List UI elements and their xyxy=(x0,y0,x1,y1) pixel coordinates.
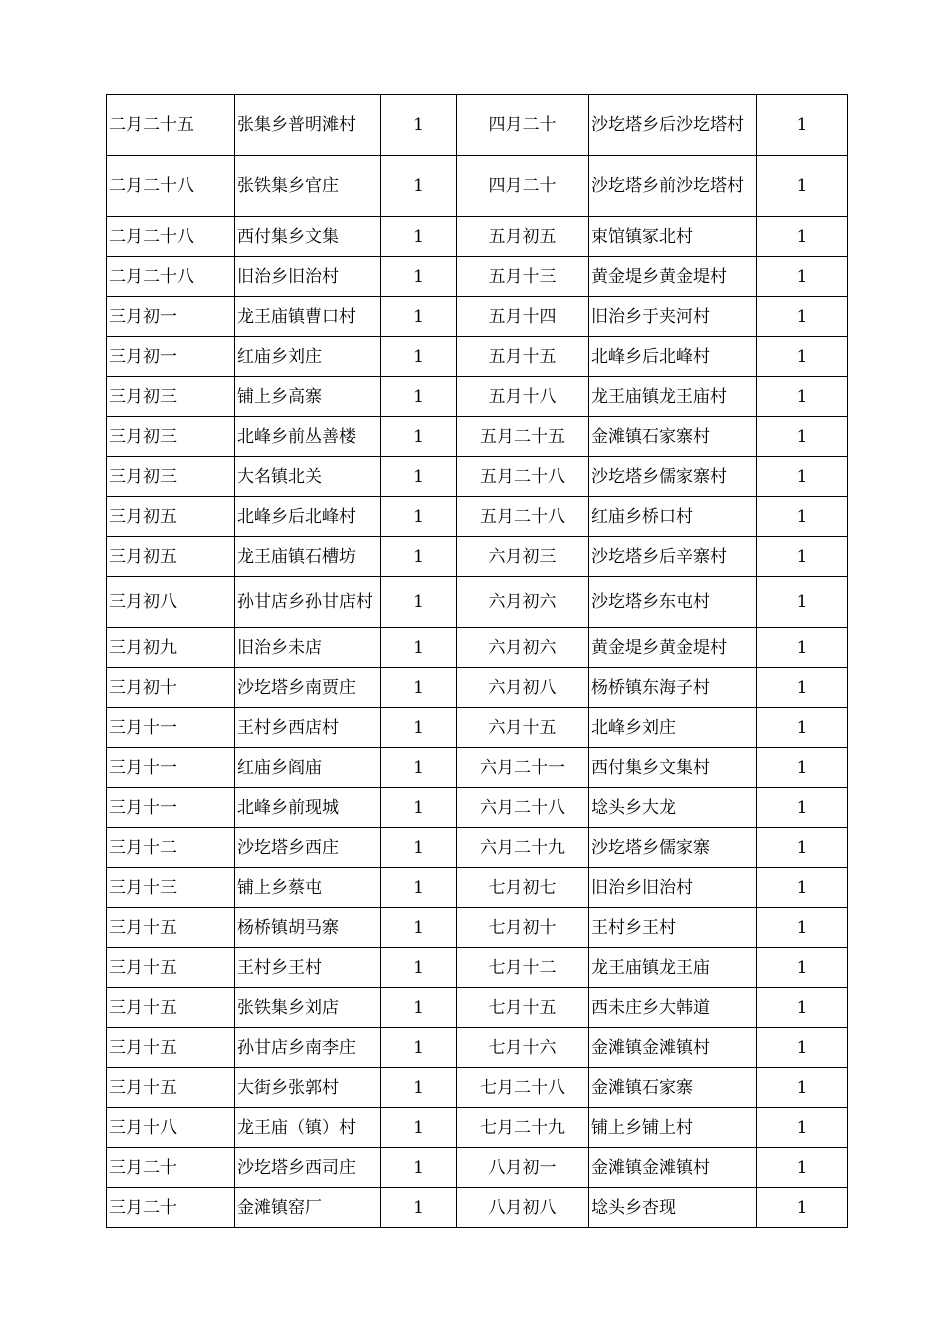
cell-place-left: 大街乡张郭村 xyxy=(235,1068,381,1108)
table-row xyxy=(107,628,848,668)
cell-count-left: 1 xyxy=(381,457,457,497)
cell-date-right: 八月初八 xyxy=(457,1188,589,1228)
cell-count-left: 1 xyxy=(381,868,457,908)
cell-place-right: 王村乡王村 xyxy=(589,908,757,948)
cell-date-right: 七月二十九 xyxy=(457,1108,589,1148)
cell-place-right: 西付集乡文集村 xyxy=(589,748,757,788)
cell-date-left: 三月十五 xyxy=(107,948,235,988)
cell-count-right: 1 xyxy=(757,377,848,417)
cell-place-left: 北峰乡后北峰村 xyxy=(235,497,381,537)
cell-count-left: 1 xyxy=(381,217,457,257)
cell-date-left: 三月初九 xyxy=(107,628,235,668)
cell-date-right: 五月二十八 xyxy=(457,457,589,497)
cell-count-right: 1 xyxy=(757,1028,848,1068)
cell-count-left: 1 xyxy=(381,1028,457,1068)
cell-date-right: 七月二十八 xyxy=(457,1068,589,1108)
cell-date-left: 三月十二 xyxy=(107,828,235,868)
cell-place-left: 北峰乡前丛善楼 xyxy=(235,417,381,457)
cell-date-right: 六月二十一 xyxy=(457,748,589,788)
cell-count-right: 1 xyxy=(757,457,848,497)
table-row xyxy=(107,1028,848,1068)
cell-place-left: 大名镇北关 xyxy=(235,457,381,497)
cell-place-right: 北峰乡刘庄 xyxy=(589,708,757,748)
cell-count-right: 1 xyxy=(757,1068,848,1108)
table-row xyxy=(107,908,848,948)
cell-place-left: 北峰乡前现城 xyxy=(235,788,381,828)
cell-place-right: 束馆镇冢北村 xyxy=(589,217,757,257)
table-row xyxy=(107,1068,848,1108)
cell-count-right: 1 xyxy=(757,297,848,337)
table-body xyxy=(107,95,848,1228)
cell-count-right: 1 xyxy=(757,257,848,297)
cell-count-left: 1 xyxy=(381,908,457,948)
cell-place-left: 龙王庙镇曹口村 xyxy=(235,297,381,337)
cell-date-right: 八月初一 xyxy=(457,1148,589,1188)
cell-date-right: 五月十八 xyxy=(457,377,589,417)
table-row xyxy=(107,868,848,908)
cell-count-right: 1 xyxy=(757,497,848,537)
cell-date-left: 三月初五 xyxy=(107,497,235,537)
cell-place-right: 西未庄乡大韩道 xyxy=(589,988,757,1028)
table-row xyxy=(107,377,848,417)
cell-count-left: 1 xyxy=(381,497,457,537)
cell-place-right: 埝头乡大龙 xyxy=(589,788,757,828)
cell-date-right: 六月二十九 xyxy=(457,828,589,868)
cell-count-left: 1 xyxy=(381,156,457,217)
cell-date-right: 六月二十八 xyxy=(457,788,589,828)
cell-date-left: 三月初十 xyxy=(107,668,235,708)
table-row xyxy=(107,497,848,537)
cell-date-left: 二月二十八 xyxy=(107,156,235,217)
cell-place-left: 铺上乡蔡屯 xyxy=(235,868,381,908)
cell-date-right: 六月初三 xyxy=(457,537,589,577)
cell-place-right: 黄金堤乡黄金堤村 xyxy=(589,628,757,668)
cell-place-left: 孙甘店乡南李庄 xyxy=(235,1028,381,1068)
cell-date-left: 三月十五 xyxy=(107,1028,235,1068)
cell-date-left: 二月二十八 xyxy=(107,257,235,297)
cell-place-right: 沙圪塔乡后辛寨村 xyxy=(589,537,757,577)
cell-place-left: 沙圪塔乡南贾庄 xyxy=(235,668,381,708)
cell-count-left: 1 xyxy=(381,1108,457,1148)
table-row xyxy=(107,948,848,988)
cell-count-right: 1 xyxy=(757,577,848,628)
cell-count-left: 1 xyxy=(381,377,457,417)
table-row xyxy=(107,257,848,297)
table-row xyxy=(107,828,848,868)
cell-place-right: 沙圪塔乡前沙圪塔村 xyxy=(589,156,757,217)
cell-count-left: 1 xyxy=(381,788,457,828)
cell-date-left: 三月十五 xyxy=(107,1068,235,1108)
cell-count-right: 1 xyxy=(757,948,848,988)
cell-place-right: 沙圪塔乡儒家寨 xyxy=(589,828,757,868)
table-row xyxy=(107,748,848,788)
cell-place-left: 西付集乡文集 xyxy=(235,217,381,257)
cell-count-left: 1 xyxy=(381,537,457,577)
table-row xyxy=(107,788,848,828)
cell-place-left: 王村乡王村 xyxy=(235,948,381,988)
cell-date-left: 三月初一 xyxy=(107,297,235,337)
cell-count-left: 1 xyxy=(381,988,457,1028)
cell-date-left: 二月二十八 xyxy=(107,217,235,257)
cell-date-left: 二月二十五 xyxy=(107,95,235,156)
cell-count-left: 1 xyxy=(381,628,457,668)
cell-place-left: 沙圪塔乡西司庄 xyxy=(235,1148,381,1188)
cell-date-right: 六月初六 xyxy=(457,628,589,668)
table-row xyxy=(107,668,848,708)
cell-place-left: 王村乡西店村 xyxy=(235,708,381,748)
cell-count-left: 1 xyxy=(381,337,457,377)
cell-date-left: 三月初三 xyxy=(107,457,235,497)
cell-date-left: 三月十八 xyxy=(107,1108,235,1148)
cell-date-left: 三月十三 xyxy=(107,868,235,908)
cell-place-left: 铺上乡高寨 xyxy=(235,377,381,417)
cell-place-right: 龙王庙镇龙王庙 xyxy=(589,948,757,988)
cell-place-right: 金滩镇金滩镇村 xyxy=(589,1148,757,1188)
cell-date-right: 七月十二 xyxy=(457,948,589,988)
cell-count-left: 1 xyxy=(381,577,457,628)
cell-date-right: 六月十五 xyxy=(457,708,589,748)
cell-count-left: 1 xyxy=(381,948,457,988)
cell-place-right: 黄金堤乡黄金堤村 xyxy=(589,257,757,297)
cell-place-right: 金滩镇金滩镇村 xyxy=(589,1028,757,1068)
cell-place-right: 北峰乡后北峰村 xyxy=(589,337,757,377)
cell-date-right: 五月二十八 xyxy=(457,497,589,537)
cell-place-right: 龙王庙镇龙王庙村 xyxy=(589,377,757,417)
cell-count-right: 1 xyxy=(757,1188,848,1228)
cell-count-right: 1 xyxy=(757,868,848,908)
cell-place-right: 金滩镇石家寨村 xyxy=(589,417,757,457)
table-row xyxy=(107,417,848,457)
cell-count-right: 1 xyxy=(757,908,848,948)
table-row xyxy=(107,1188,848,1228)
cell-count-right: 1 xyxy=(757,537,848,577)
cell-place-right: 金滩镇石家寨 xyxy=(589,1068,757,1108)
table-row xyxy=(107,217,848,257)
cell-date-left: 三月初一 xyxy=(107,337,235,377)
cell-date-left: 三月初三 xyxy=(107,417,235,457)
cell-count-left: 1 xyxy=(381,1188,457,1228)
cell-place-right: 沙圪塔乡后沙圪塔村 xyxy=(589,95,757,156)
cell-count-right: 1 xyxy=(757,988,848,1028)
cell-place-left: 张集乡普明滩村 xyxy=(235,95,381,156)
cell-date-left: 三月十五 xyxy=(107,908,235,948)
cell-count-left: 1 xyxy=(381,297,457,337)
cell-place-right: 红庙乡桥口村 xyxy=(589,497,757,537)
cell-count-right: 1 xyxy=(757,708,848,748)
cell-count-right: 1 xyxy=(757,1108,848,1148)
cell-count-right: 1 xyxy=(757,628,848,668)
cell-count-right: 1 xyxy=(757,788,848,828)
table-row xyxy=(107,577,848,628)
table-row xyxy=(107,297,848,337)
cell-place-left: 红庙乡刘庄 xyxy=(235,337,381,377)
cell-place-left: 孙甘店乡孙甘店村 xyxy=(235,577,381,628)
table-row xyxy=(107,457,848,497)
cell-count-left: 1 xyxy=(381,828,457,868)
cell-date-right: 七月初十 xyxy=(457,908,589,948)
cell-place-left: 龙王庙（镇）村 xyxy=(235,1108,381,1148)
cell-place-left: 张铁集乡刘店 xyxy=(235,988,381,1028)
cell-count-right: 1 xyxy=(757,828,848,868)
cell-place-right: 铺上乡铺上村 xyxy=(589,1108,757,1148)
cell-place-right: 旧治乡于夹河村 xyxy=(589,297,757,337)
cell-date-right: 五月十四 xyxy=(457,297,589,337)
cell-date-left: 三月十一 xyxy=(107,788,235,828)
table-row xyxy=(107,708,848,748)
cell-date-right: 五月二十五 xyxy=(457,417,589,457)
cell-date-right: 四月二十 xyxy=(457,156,589,217)
table-row xyxy=(107,1108,848,1148)
cell-place-right: 沙圪塔乡东屯村 xyxy=(589,577,757,628)
cell-count-left: 1 xyxy=(381,748,457,788)
cell-date-left: 三月初三 xyxy=(107,377,235,417)
cell-date-right: 七月十五 xyxy=(457,988,589,1028)
cell-place-left: 旧治乡旧治村 xyxy=(235,257,381,297)
cell-count-right: 1 xyxy=(757,1148,848,1188)
cell-date-left: 三月十五 xyxy=(107,988,235,1028)
cell-date-left: 三月十一 xyxy=(107,748,235,788)
cell-date-left: 三月二十 xyxy=(107,1148,235,1188)
table-row xyxy=(107,537,848,577)
cell-place-left: 杨桥镇胡马寨 xyxy=(235,908,381,948)
cell-count-right: 1 xyxy=(757,217,848,257)
cell-count-right: 1 xyxy=(757,337,848,377)
cell-place-left: 旧治乡未店 xyxy=(235,628,381,668)
cell-count-right: 1 xyxy=(757,417,848,457)
cell-count-left: 1 xyxy=(381,668,457,708)
cell-count-right: 1 xyxy=(757,668,848,708)
cell-date-right: 五月十三 xyxy=(457,257,589,297)
cell-date-left: 三月二十 xyxy=(107,1188,235,1228)
cell-date-right: 五月十五 xyxy=(457,337,589,377)
cell-place-right: 旧治乡旧治村 xyxy=(589,868,757,908)
cell-date-left: 三月十一 xyxy=(107,708,235,748)
table-row xyxy=(107,988,848,1028)
cell-place-left: 红庙乡阎庙 xyxy=(235,748,381,788)
cell-date-left: 三月初八 xyxy=(107,577,235,628)
cell-place-left: 龙王庙镇石槽坊 xyxy=(235,537,381,577)
table-row xyxy=(107,337,848,377)
cell-date-right: 五月初五 xyxy=(457,217,589,257)
cell-place-right: 沙圪塔乡儒家寨村 xyxy=(589,457,757,497)
fair-schedule-table xyxy=(106,94,848,1228)
cell-count-left: 1 xyxy=(381,1068,457,1108)
table-row xyxy=(107,1148,848,1188)
cell-date-right: 七月十六 xyxy=(457,1028,589,1068)
cell-date-right: 六月初六 xyxy=(457,577,589,628)
cell-count-right: 1 xyxy=(757,95,848,156)
cell-date-right: 六月初八 xyxy=(457,668,589,708)
table-row xyxy=(107,156,848,217)
cell-count-right: 1 xyxy=(757,156,848,217)
cell-place-right: 埝头乡杏现 xyxy=(589,1188,757,1228)
cell-count-left: 1 xyxy=(381,1148,457,1188)
cell-place-left: 张铁集乡官庄 xyxy=(235,156,381,217)
cell-count-left: 1 xyxy=(381,95,457,156)
cell-count-left: 1 xyxy=(381,257,457,297)
cell-count-right: 1 xyxy=(757,748,848,788)
cell-place-left: 沙圪塔乡西庄 xyxy=(235,828,381,868)
cell-date-right: 七月初七 xyxy=(457,868,589,908)
cell-place-left: 金滩镇窑厂 xyxy=(235,1188,381,1228)
table-row xyxy=(107,95,848,156)
cell-count-left: 1 xyxy=(381,417,457,457)
cell-count-left: 1 xyxy=(381,708,457,748)
cell-place-right: 杨桥镇东海子村 xyxy=(589,668,757,708)
cell-date-right: 四月二十 xyxy=(457,95,589,156)
cell-date-left: 三月初五 xyxy=(107,537,235,577)
